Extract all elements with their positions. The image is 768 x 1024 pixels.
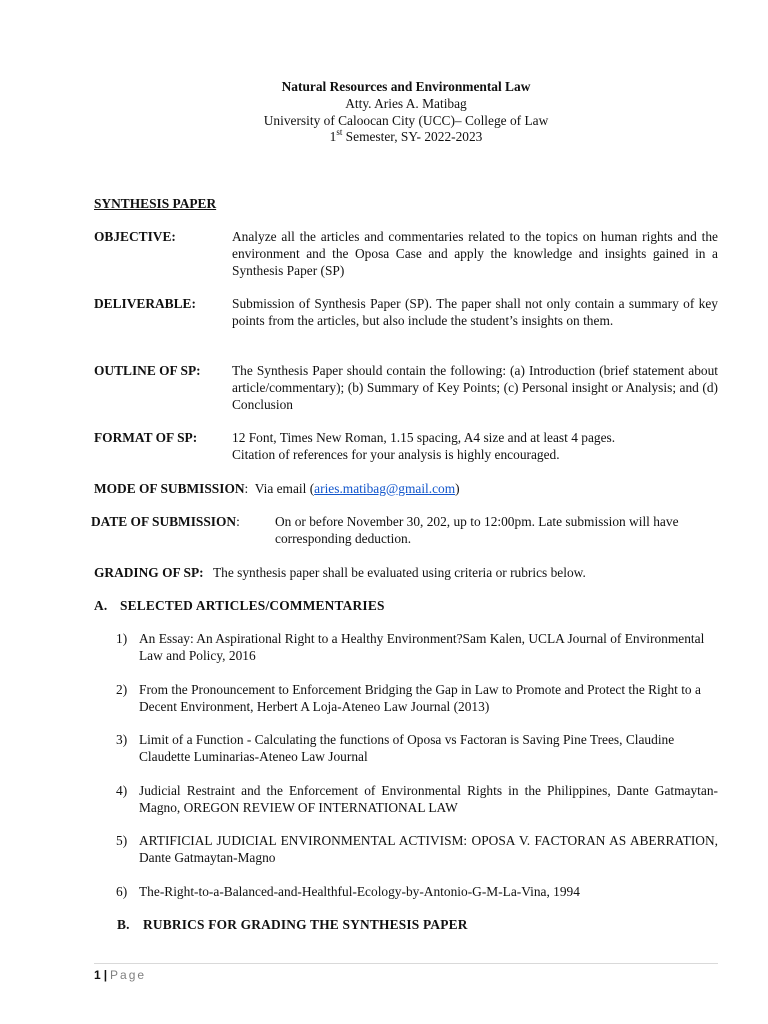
footer-separator: | <box>103 968 108 982</box>
instructor-name: Atty. Aries A. Matibag <box>345 95 467 111</box>
outline-label: OUTLINE OF SP: <box>94 363 201 378</box>
email-link[interactable]: aries.matibag@gmail.com <box>314 481 456 496</box>
synthesis-paper-heading: SYNTHESIS PAPER <box>94 196 217 211</box>
mode-row <box>94 481 718 498</box>
list-item-text: The-Right-to-a-Balanced-and-Healthful-Ecology-by-Antonio-G-M-La-Vina, 1994 <box>139 884 580 899</box>
school-name: University of Caloocan City (UCC)– College of Law <box>263 112 549 128</box>
section-a-title: SELECTED ARTICLES/COMMENTARIES <box>120 598 385 613</box>
format-label: FORMAT OF SP: <box>94 430 198 445</box>
list-item-text: Judicial Restraint and the Enforcement of Environmental Rights in the Philippines, Dante Gatmaytan-Magno, OREGON REVIEW OF INTERNATIONAL LAW <box>139 783 718 815</box>
section-b-heading <box>117 917 468 934</box>
list-item-number: 1) <box>116 631 128 646</box>
mode-label: MODE OF SUBMISSION <box>94 481 245 496</box>
mode-suffix: ) <box>455 481 460 496</box>
list-item-text: An Essay: An Aspirational Right to a Healthy Environment?Sam Kalen, UCLA Journal of Environmental Law and Policy, 2016 <box>139 631 705 663</box>
grading-label: GRADING OF SP: <box>94 565 204 580</box>
date-label: DATE OF SUBMISSION: <box>91 514 240 529</box>
list-item-number: 6) <box>116 884 128 899</box>
course-title: Natural Resources and Environmental Law <box>281 79 531 94</box>
list-item-text: From the Pronouncement to Enforcement Bridging the Gap in Law to Promote and Protect the Right to a Decent Environment, Herbert A Loja-Ateneo Law Journal (2013) <box>139 682 701 714</box>
list-item-text: Limit of a Function - Calculating the functions of Oposa vs Factoran is Saving Pine Trees, Claudine Claudette Luminarias-Ateneo Law Journal <box>139 732 675 764</box>
section-b-letter: B. <box>117 917 130 932</box>
objective-text: Analyze all the articles and commentaries related to the topics on human rights and the environment and the Oposa Case and apply the knowledge and insights gained in a Synthesis Paper (SP) <box>232 229 718 278</box>
page-footer <box>94 967 146 984</box>
section-b-title: RUBRICS FOR GRADING THE SYNTHESIS PAPER <box>143 917 468 932</box>
deliverable-label: DELIVERABLE: <box>94 296 196 311</box>
section-a-heading <box>94 598 385 615</box>
format-line-2: Citation of references for your analysis is highly encouraged. <box>232 446 560 462</box>
list-item-number: 3) <box>116 732 128 747</box>
deliverable-text: Submission of Synthesis Paper (SP). The paper shall not only contain a summary of key points from the articles, but also include the student’s insights on them. <box>232 296 718 328</box>
semester-line: 1st Semester, SY- 2022-2023 <box>329 126 483 145</box>
section-a-letter: A. <box>94 598 108 613</box>
page-word: Page <box>110 968 147 982</box>
format-line-1: 12 Font, Times New Roman, 1.15 spacing, A4 size and at least 4 pages. <box>232 430 616 445</box>
list-item-number: 4) <box>116 783 128 798</box>
list-item-number: 2) <box>116 682 128 697</box>
footer-divider <box>94 963 718 964</box>
list-item-text: ARTIFICIAL JUDICIAL ENVIRONMENTAL ACTIVISM: OPOSA V. FACTORAN AS ABERRATION, Dante Gatmaytan-Magno <box>139 833 718 865</box>
document-header <box>0 79 768 146</box>
list-item-number: 5) <box>116 833 128 848</box>
mode-colon: : <box>244 481 249 496</box>
format-text <box>232 430 718 464</box>
page-number: 1 <box>94 968 101 982</box>
mode-prefix: Via email ( <box>248 481 315 496</box>
objective-label: OBJECTIVE: <box>94 229 176 244</box>
grading-row <box>94 565 718 582</box>
date-text: On or before November 30, 202, up to 12:00pm. Late submission will have corresponding deduction. <box>275 514 679 546</box>
outline-text: The Synthesis Paper should contain the following: (a) Introduction (brief statement about article/commentary); (b) Summary of Key Points; (c) Personal insight or Analysis; and (d) Conclusion <box>232 363 718 412</box>
grading-text: The synthesis paper shall be evaluated using criteria or rubrics below. <box>212 565 586 580</box>
